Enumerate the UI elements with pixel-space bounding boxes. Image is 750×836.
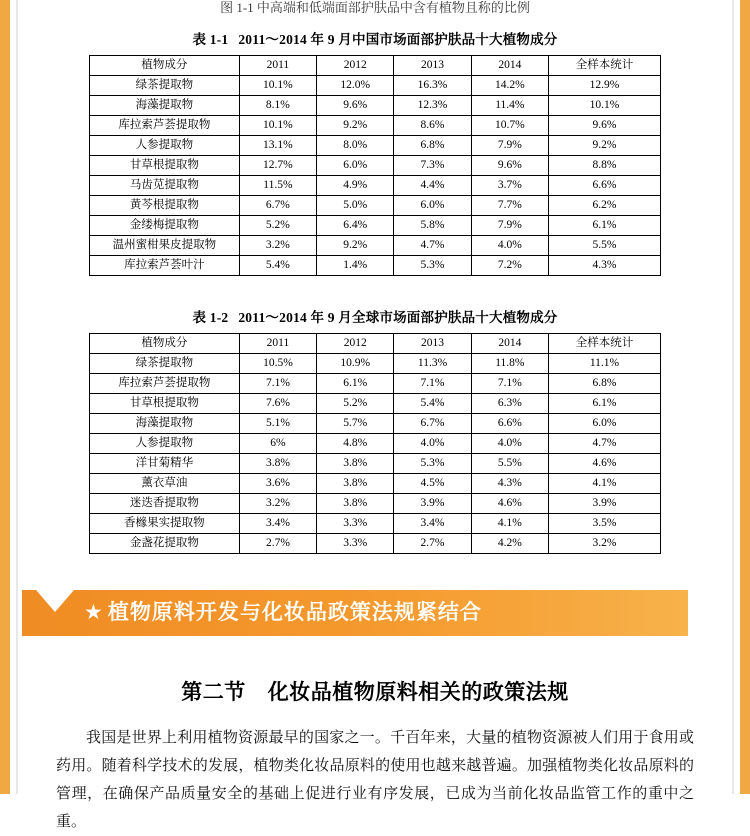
col-header-ingredient: 植物成分 bbox=[90, 56, 240, 76]
cell-2014: 7.7% bbox=[471, 196, 548, 216]
cell-2011: 3.6% bbox=[239, 474, 316, 494]
cell-ingredient: 迷迭香提取物 bbox=[90, 494, 240, 514]
cell-2011: 11.5% bbox=[239, 176, 316, 196]
cell-ingredient: 库拉索芦荟提取物 bbox=[90, 116, 240, 136]
table-row bbox=[90, 96, 661, 116]
banner-label bbox=[84, 590, 482, 636]
body-paragraph: 我国是世界上利用植物资源最早的国家之一。千百年来，大量的植物资源被人们用于食用或药用。随着科学技术的发展，植物类化妆品原料的使用也越来越普遍。加强植物类化妆品原料的管理，在确保产品质量安全的基础上促进行业有序发展，已成为当前化妆品监管工作的重中之重。 bbox=[56, 730, 694, 830]
cell-2014: 11.8% bbox=[471, 354, 548, 374]
cell-2014: 4.6% bbox=[471, 494, 548, 514]
table-1-title bbox=[22, 28, 728, 48]
col-header-2011: 2011 bbox=[239, 56, 316, 76]
cell-2013: 5.8% bbox=[394, 216, 471, 236]
table-block-1 bbox=[22, 28, 728, 276]
cell-ingredient: 库拉索芦荟提取物 bbox=[90, 374, 240, 394]
col-header-2012: 2012 bbox=[317, 334, 394, 354]
table-row bbox=[90, 136, 661, 156]
cell-ingredient: 温州蜜柑果皮提取物 bbox=[90, 236, 240, 256]
cell-2012: 3.8% bbox=[317, 494, 394, 514]
cell-2013: 7.3% bbox=[394, 156, 471, 176]
cell-2014: 10.7% bbox=[471, 116, 548, 136]
cell-2012: 3.3% bbox=[317, 514, 394, 534]
cell-total: 6.6% bbox=[549, 176, 661, 196]
banner-text: 植物原料开发与化妆品政策法规紧结合 bbox=[107, 601, 482, 624]
cell-2013: 4.0% bbox=[394, 434, 471, 454]
cell-ingredient: 甘草根提取物 bbox=[90, 156, 240, 176]
cell-2012: 9.2% bbox=[317, 236, 394, 256]
cell-2011: 6% bbox=[239, 434, 316, 454]
cell-ingredient: 海藻提取物 bbox=[90, 96, 240, 116]
cell-2011: 12.7% bbox=[239, 156, 316, 176]
cell-2013: 4.5% bbox=[394, 474, 471, 494]
cell-ingredient: 甘草根提取物 bbox=[90, 394, 240, 414]
cell-2012: 3.8% bbox=[317, 474, 394, 494]
page-content bbox=[22, 0, 728, 830]
table-1-number: 表 1-1 bbox=[192, 32, 229, 47]
table-1 bbox=[89, 55, 661, 276]
cell-2014: 7.1% bbox=[471, 374, 548, 394]
cell-ingredient: 绿茶提取物 bbox=[90, 76, 240, 96]
cell-2013: 6.7% bbox=[394, 414, 471, 434]
page-inner-rule-left bbox=[16, 0, 18, 794]
cell-2011: 7.1% bbox=[239, 374, 316, 394]
page-border-right bbox=[740, 0, 750, 794]
cell-total: 4.3% bbox=[549, 256, 661, 276]
section-banner bbox=[22, 590, 728, 636]
table-row bbox=[90, 256, 661, 276]
cell-total: 11.1% bbox=[548, 354, 660, 374]
cell-total: 12.9% bbox=[549, 76, 661, 96]
cell-2012: 9.2% bbox=[317, 116, 394, 136]
cell-total: 4.7% bbox=[548, 434, 660, 454]
table-row bbox=[90, 534, 661, 554]
cell-2013: 4.7% bbox=[394, 236, 471, 256]
cell-2012: 8.0% bbox=[317, 136, 394, 156]
col-header-ingredient: 植物成分 bbox=[90, 334, 240, 354]
table-1-caption: 2011～2014 年 9 月中国市场面部护肤品十大植物成分 bbox=[238, 32, 558, 47]
table-row bbox=[90, 414, 661, 434]
banner-triangle-icon bbox=[36, 590, 74, 612]
cell-2012: 3.3% bbox=[317, 534, 394, 554]
cell-2011: 5.2% bbox=[239, 216, 316, 236]
cell-2011: 5.4% bbox=[239, 256, 316, 276]
cell-2011: 8.1% bbox=[239, 96, 316, 116]
cell-2014: 9.6% bbox=[471, 156, 548, 176]
table-row bbox=[90, 374, 661, 394]
cell-2013: 5.4% bbox=[394, 394, 471, 414]
cell-2014: 4.1% bbox=[471, 514, 548, 534]
cell-2013: 7.1% bbox=[394, 374, 471, 394]
cell-total: 10.1% bbox=[549, 96, 661, 116]
cell-2014: 6.6% bbox=[471, 414, 548, 434]
cell-total: 6.2% bbox=[549, 196, 661, 216]
cell-2014: 4.3% bbox=[471, 474, 548, 494]
cell-2012: 6.0% bbox=[317, 156, 394, 176]
cell-2013: 6.8% bbox=[394, 136, 471, 156]
cell-total: 6.1% bbox=[548, 394, 660, 414]
cell-total: 8.8% bbox=[549, 156, 661, 176]
cell-total: 3.2% bbox=[548, 534, 660, 554]
cell-2013: 3.4% bbox=[394, 514, 471, 534]
cell-2011: 3.2% bbox=[239, 494, 316, 514]
cell-2012: 6.1% bbox=[317, 374, 394, 394]
section-title: 化妆品植物原料相关的政策法规 bbox=[267, 681, 569, 704]
table-row bbox=[90, 434, 661, 454]
cell-ingredient: 马齿苋提取物 bbox=[90, 176, 240, 196]
cell-2012: 12.0% bbox=[317, 76, 394, 96]
cell-2013: 4.4% bbox=[394, 176, 471, 196]
cell-2012: 6.4% bbox=[317, 216, 394, 236]
cell-2014: 11.4% bbox=[471, 96, 548, 116]
cell-2013: 11.3% bbox=[394, 354, 471, 374]
cell-2014: 4.0% bbox=[471, 434, 548, 454]
cell-total: 5.5% bbox=[549, 236, 661, 256]
cell-2011: 3.8% bbox=[239, 454, 316, 474]
cell-total: 6.0% bbox=[548, 414, 660, 434]
section-number: 第二节 bbox=[181, 681, 246, 704]
page-inner-rule-right bbox=[732, 0, 734, 794]
cell-2013: 5.3% bbox=[394, 454, 471, 474]
cell-ingredient: 海藻提取物 bbox=[90, 414, 240, 434]
table-row bbox=[90, 236, 661, 256]
cell-ingredient: 香橼果实提取物 bbox=[90, 514, 240, 534]
cell-2013: 2.7% bbox=[394, 534, 471, 554]
cell-2012: 9.6% bbox=[317, 96, 394, 116]
cell-ingredient: 人参提取物 bbox=[90, 434, 240, 454]
table-row bbox=[90, 394, 661, 414]
cell-2011: 5.1% bbox=[239, 414, 316, 434]
col-header-total: 全样本统计 bbox=[548, 334, 660, 354]
cell-ingredient: 黄芩根提取物 bbox=[90, 196, 240, 216]
cell-total: 9.2% bbox=[549, 136, 661, 156]
cell-2013: 8.6% bbox=[394, 116, 471, 136]
cell-2013: 3.9% bbox=[394, 494, 471, 514]
cell-2014: 6.3% bbox=[471, 394, 548, 414]
table-row bbox=[90, 216, 661, 236]
table-2 bbox=[89, 333, 661, 554]
cell-total: 4.6% bbox=[548, 454, 660, 474]
cell-2012: 5.0% bbox=[317, 196, 394, 216]
table-row bbox=[90, 354, 661, 374]
cell-2011: 3.2% bbox=[239, 236, 316, 256]
col-header-2013: 2013 bbox=[394, 334, 471, 354]
cell-2012: 3.8% bbox=[317, 454, 394, 474]
cell-ingredient: 人参提取物 bbox=[90, 136, 240, 156]
cell-total: 3.5% bbox=[548, 514, 660, 534]
cell-2014: 7.9% bbox=[471, 136, 548, 156]
table-2-title bbox=[22, 306, 728, 326]
cell-2011: 3.4% bbox=[239, 514, 316, 534]
cell-2011: 6.7% bbox=[239, 196, 316, 216]
cell-2011: 7.6% bbox=[239, 394, 316, 414]
table-row bbox=[90, 76, 661, 96]
table-row bbox=[90, 116, 661, 136]
table-header-row bbox=[90, 56, 661, 76]
cell-total: 4.1% bbox=[548, 474, 660, 494]
cell-2014: 7.9% bbox=[471, 216, 548, 236]
table-row bbox=[90, 196, 661, 216]
cell-2012: 1.4% bbox=[317, 256, 394, 276]
cell-2014: 14.2% bbox=[471, 76, 548, 96]
cell-total: 3.9% bbox=[548, 494, 660, 514]
cell-2011: 10.1% bbox=[239, 116, 316, 136]
cell-ingredient: 绿茶提取物 bbox=[90, 354, 240, 374]
table-header-row bbox=[90, 334, 661, 354]
cell-2013: 16.3% bbox=[394, 76, 471, 96]
star-icon: ★ bbox=[84, 601, 104, 624]
cell-2013: 6.0% bbox=[394, 196, 471, 216]
table-2-number: 表 1-2 bbox=[192, 310, 229, 325]
cell-2011: 2.7% bbox=[239, 534, 316, 554]
cell-2012: 4.8% bbox=[317, 434, 394, 454]
cell-ingredient: 金缕梅提取物 bbox=[90, 216, 240, 236]
cell-ingredient: 薰衣草油 bbox=[90, 474, 240, 494]
col-header-2011: 2011 bbox=[239, 334, 316, 354]
table-row bbox=[90, 454, 661, 474]
col-header-2013: 2013 bbox=[394, 56, 471, 76]
col-header-2014: 2014 bbox=[471, 56, 548, 76]
table-block-2 bbox=[22, 306, 728, 554]
cell-2013: 12.3% bbox=[394, 96, 471, 116]
cell-2014: 3.7% bbox=[471, 176, 548, 196]
cell-ingredient: 洋甘菊精华 bbox=[90, 454, 240, 474]
cell-2014: 4.2% bbox=[471, 534, 548, 554]
cell-2012: 10.9% bbox=[317, 354, 394, 374]
cell-ingredient: 金盏花提取物 bbox=[90, 534, 240, 554]
section-heading bbox=[22, 676, 728, 706]
cell-ingredient: 库拉索芦荟叶汁 bbox=[90, 256, 240, 276]
col-header-total: 全样本统计 bbox=[549, 56, 661, 76]
table-row bbox=[90, 176, 661, 196]
table-row bbox=[90, 474, 661, 494]
cell-2012: 5.2% bbox=[317, 394, 394, 414]
page-border-left bbox=[0, 0, 10, 794]
col-header-2014: 2014 bbox=[471, 334, 548, 354]
cell-2014: 5.5% bbox=[471, 454, 548, 474]
table-row bbox=[90, 514, 661, 534]
cell-2014: 7.2% bbox=[471, 256, 548, 276]
figure-caption: 图 1-1 中高端和低端面部护肤品中含有植物且称的比例 bbox=[220, 0, 530, 14]
cell-2011: 10.1% bbox=[239, 76, 316, 96]
cell-2012: 4.9% bbox=[317, 176, 394, 196]
cell-2012: 5.7% bbox=[317, 414, 394, 434]
cell-2011: 10.5% bbox=[239, 354, 316, 374]
cell-2013: 5.3% bbox=[394, 256, 471, 276]
cell-total: 9.6% bbox=[549, 116, 661, 136]
table-row bbox=[90, 494, 661, 514]
table-2-caption: 2011～2014 年 9 月全球市场面部护肤品十大植物成分 bbox=[238, 310, 558, 325]
table-row bbox=[90, 156, 661, 176]
col-header-2012: 2012 bbox=[317, 56, 394, 76]
cell-2014: 4.0% bbox=[471, 236, 548, 256]
cell-total: 6.1% bbox=[549, 216, 661, 236]
cell-total: 6.8% bbox=[548, 374, 660, 394]
cell-2011: 13.1% bbox=[239, 136, 316, 156]
